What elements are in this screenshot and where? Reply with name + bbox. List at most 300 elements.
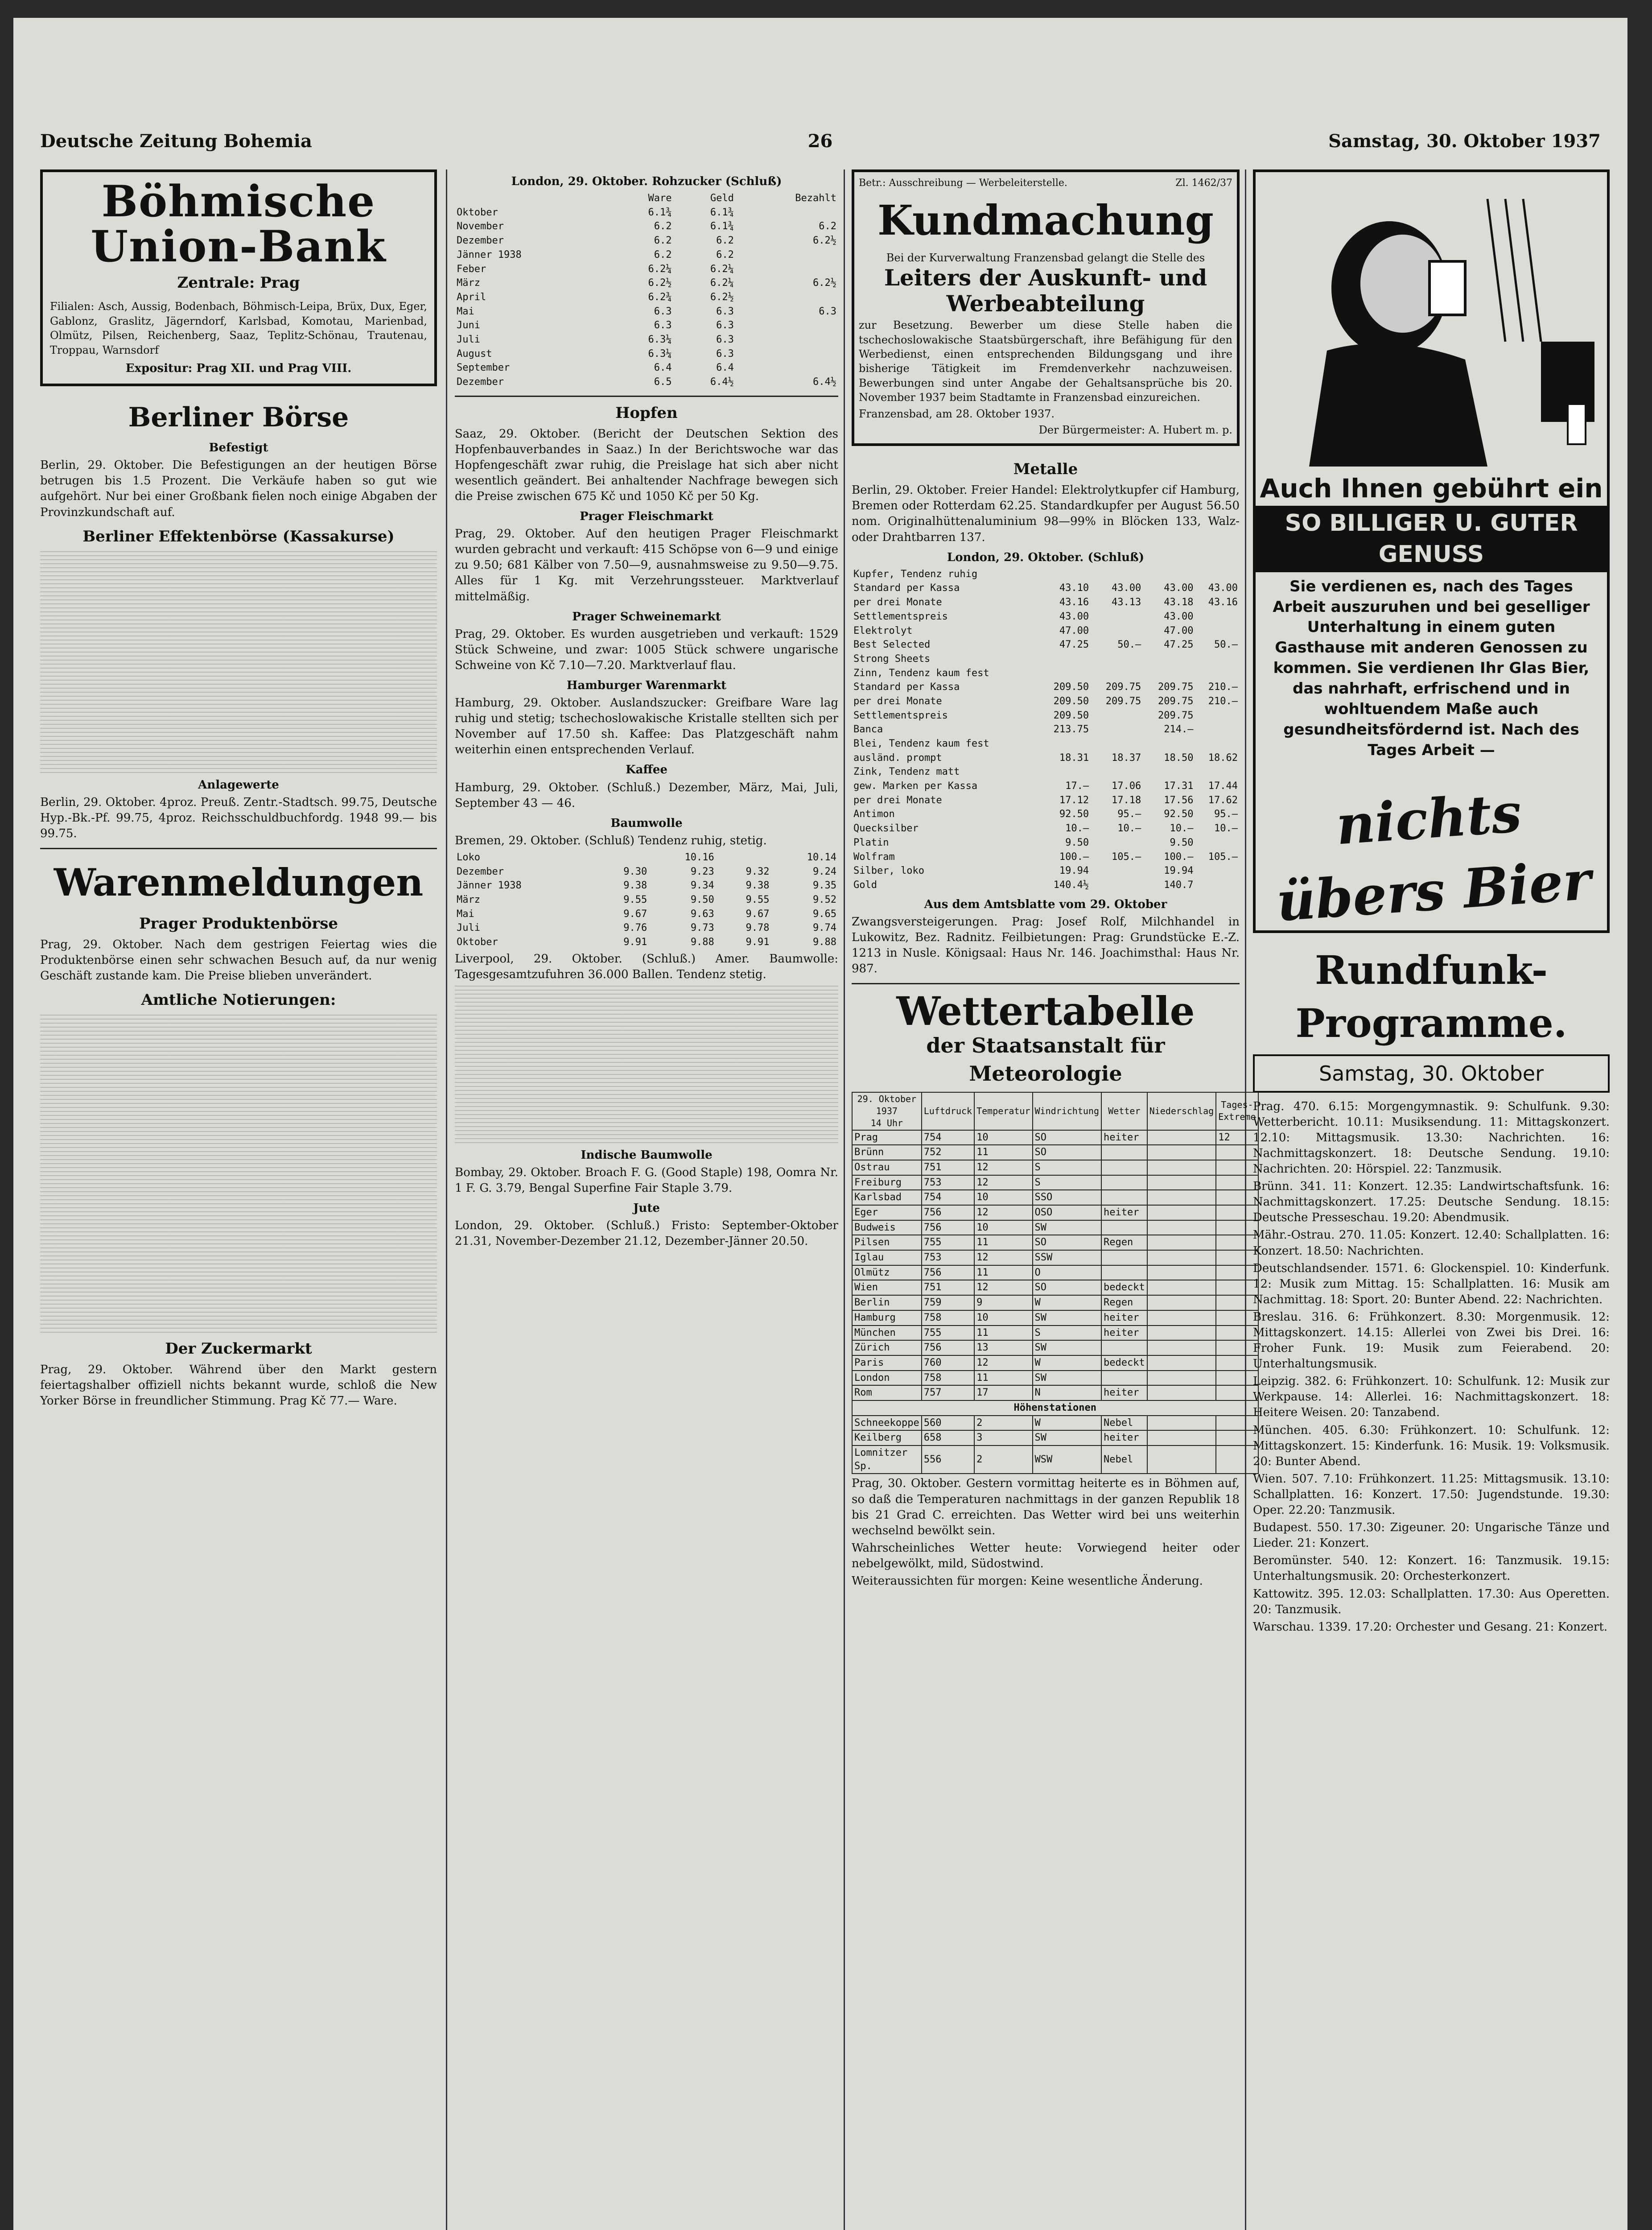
table-cell — [1091, 737, 1143, 751]
table-cell: 209.75 — [1158, 681, 1194, 693]
table-cell: 658 — [922, 1430, 974, 1445]
table-cell — [1216, 1145, 1258, 1160]
kund-title: Kundmachung — [877, 196, 1214, 244]
table-row — [852, 1160, 1258, 1175]
effekten-table-placeholder — [40, 550, 437, 773]
table-row — [852, 624, 1240, 638]
table-cell — [1195, 836, 1240, 850]
programme-entry: Prag. 470. 6.15: Morgengymnastik. 9: Schulfunk. 9.30: Wetterbericht. 10.11: Musiksendung. 11: Mittagskonzert. 12.10: Mittagsmusik. 13.30: Nachrichten. 16: Nachmittagskonzert. 18: Deutsche Sendung. 19.10: Nachrichten. 20: Hörspiel. 22: Tanzmusik. — [1253, 1099, 1610, 1176]
table-cell: Juni — [457, 320, 480, 331]
table-cell: 556 — [922, 1445, 974, 1474]
table-cell: 6.3¼ — [648, 334, 672, 345]
table-cell — [1216, 1190, 1258, 1205]
table-row — [455, 290, 838, 305]
table-cell: 43.00 — [1059, 611, 1089, 622]
table-cell: 43.00 — [1208, 582, 1238, 594]
table-cell — [1147, 1280, 1216, 1295]
table-header: Bezahlt — [795, 193, 836, 204]
table-row — [455, 375, 838, 389]
drinking-man-illustration — [1256, 172, 1607, 467]
produkten-title: Prager Produktenbörse — [139, 915, 338, 933]
table-cell: ausländ. prompt — [853, 752, 942, 764]
table-cell — [1195, 723, 1240, 737]
table-row — [852, 680, 1240, 694]
weather-col: Temperatur — [974, 1092, 1032, 1130]
table-row — [852, 723, 1240, 737]
table-cell: 9.78 — [746, 922, 770, 934]
table-row — [852, 1265, 1258, 1280]
schwein-text: Prag, 29. Oktober. Es wurden ausgetrieben und verkauft: 1529 Stück Schweine, und zwar: 1005 Stück schwere ungarische Schweine von Kč 7.10—7.20. Marktverlauf flau. — [455, 627, 838, 672]
table-cell: heiter — [1101, 1326, 1147, 1341]
amtliche-title: Amtliche Notierungen: — [141, 991, 336, 1009]
table-cell: N — [1033, 1385, 1102, 1400]
table-row — [852, 709, 1240, 723]
table-cell — [1195, 709, 1240, 723]
table-cell: Keilberg — [852, 1430, 922, 1445]
table-cell: 2 — [974, 1416, 1032, 1431]
table-cell: W — [1033, 1416, 1102, 1431]
table-cell: heiter — [1101, 1310, 1147, 1326]
table-cell: Regen — [1101, 1295, 1147, 1310]
table-cell: Paris — [852, 1355, 922, 1371]
table-cell: Freiburg — [852, 1175, 922, 1190]
table-cell: 13 — [974, 1340, 1032, 1355]
table-cell: Zink, Tendenz matt — [853, 766, 960, 778]
table-cell: 6.2¼ — [710, 263, 734, 275]
table-cell: SSW — [1033, 1250, 1102, 1265]
table-cell: 11 — [974, 1326, 1032, 1341]
table-cell: 12 — [974, 1280, 1032, 1295]
table-cell: 756 — [922, 1265, 974, 1280]
table-row — [852, 850, 1240, 864]
amtsblatt-text: Zwangsversteigerungen. Prag: Josef Rolf, Milchhandel in Lukowitz, Bez. Radnitz. Feilbietungen: Prag: Grundstücke E.-Z. 1213 in Nusle. Königsaal: Haus Nr. 146. Joachimsthal: Haus Nr. 987. — [852, 915, 1240, 975]
table-cell: April — [457, 291, 486, 303]
table-cell: 10.14 — [807, 851, 836, 863]
table-cell: 209.50 — [1053, 695, 1089, 707]
table-cell: bedeckt — [1101, 1355, 1147, 1371]
table-cell: 209.75 — [1105, 681, 1141, 693]
kund-text: zur Besetzung. Bewerber um diese Stelle haben die tschechoslowakische Staatsbürgerschaft, ihre Befähigung für den Werbedienst, einen entsprechenden Bildungsgang und ihre bisherige Tätigkeit im Fremdenverkehr nachzuweisen. Bewerbungen sind unter Angabe der Gehaltsansprüche bis 20. November 1937 beim Stadtamte in Franzensbad einzureichen. — [859, 319, 1232, 404]
table-cell — [736, 262, 838, 277]
amtsblatt-title: Aus dem Amtsblatte vom 29. Oktober — [924, 897, 1167, 911]
jute-title: Jute — [633, 1202, 660, 1215]
table-cell: 3 — [974, 1430, 1032, 1445]
table-row — [852, 1295, 1258, 1310]
table-cell: 6.4 — [716, 362, 734, 374]
table-cell: Karlsbad — [852, 1190, 922, 1205]
table-cell — [1147, 1130, 1216, 1145]
table-cell: 95.— — [1117, 809, 1141, 820]
table-cell — [736, 347, 838, 361]
table-row — [852, 793, 1240, 808]
table-cell — [1195, 610, 1240, 624]
table-cell: 9.63 — [690, 908, 714, 920]
table-cell — [1038, 652, 1091, 666]
table-cell: 9.76 — [623, 922, 647, 934]
table-cell — [1147, 1340, 1216, 1355]
table-cell: per drei Monate — [853, 794, 942, 806]
table-cell: 47.25 — [1059, 639, 1089, 651]
column-4 — [1253, 169, 1610, 2230]
table-cell: SSO — [1033, 1190, 1102, 1205]
table-cell: Best Selected — [853, 639, 931, 651]
indische-title: Indische Baumwolle — [581, 1148, 713, 1162]
table-cell: 9.38 — [623, 880, 647, 892]
wetter-subtitle: der Staatsanstalt für Meteorologie — [926, 1033, 1165, 1086]
table-row — [852, 878, 1240, 892]
table-cell: Dezember — [457, 235, 504, 247]
table-cell: 755 — [922, 1326, 974, 1341]
aussicht-text: Weiteraussichten für morgen: Keine wesentliche Änderung. — [852, 1574, 1203, 1588]
table-cell: 11 — [974, 1371, 1032, 1386]
table-cell: 754 — [922, 1130, 974, 1145]
table-cell: 6.3 — [654, 306, 672, 317]
table-cell: 12 — [974, 1250, 1032, 1265]
baumwolle-title: Baumwolle — [610, 816, 683, 830]
london-sugar-head: London, 29. Oktober. Rohzucker (Schluß) — [511, 175, 782, 188]
table-row — [852, 1416, 1258, 1431]
weather-col: Wetter — [1101, 1092, 1147, 1130]
table-cell — [1216, 1295, 1258, 1310]
kund-sign2: Der Bürgermeister: A. Hubert m. p. — [1038, 424, 1232, 436]
table-row — [455, 305, 838, 319]
table-cell: SO — [1033, 1145, 1102, 1160]
table-cell: 43.00 — [1164, 611, 1194, 622]
table-cell: SW — [1033, 1220, 1102, 1235]
table-row — [852, 1430, 1258, 1445]
table-cell: 6.1¾ — [648, 206, 672, 218]
table-cell — [1216, 1371, 1258, 1386]
table-cell: 751 — [922, 1280, 974, 1295]
weather-col: Windrichtung — [1033, 1092, 1102, 1130]
anlage-text: Berlin, 29. Oktober. 4proz. Preuß. Zentr.-Stadtsch. 99.75, Deutsche Hyp.-Bk.-Pf. 99.75, 4proz. Reichsschuldbuchfordg. 1948 99.— bis 99.75. — [40, 795, 437, 840]
issue-date: Samstag, 30. Oktober 1937 — [1328, 131, 1601, 152]
table-cell — [1216, 1235, 1258, 1250]
table-row — [455, 333, 838, 347]
table-cell: München — [852, 1326, 922, 1341]
bank-title: Böhmische Union-Bank — [91, 176, 387, 272]
programme-entry: München. 405. 6.30: Frühkonzert. 10: Schulfunk. 12: Mittagskonzert. 15: Kinderfunk. 16: Musik. 19: Volksmusik. 20: Bunter Abend. — [1253, 1423, 1610, 1468]
table-cell — [1101, 1175, 1147, 1190]
table-cell — [1143, 567, 1195, 582]
newspaper-page — [13, 18, 1627, 2230]
table-cell — [1195, 878, 1240, 892]
table-cell: 17.06 — [1112, 780, 1141, 792]
table-row — [852, 1205, 1258, 1220]
table-row — [455, 935, 838, 950]
table-cell: SW — [1033, 1310, 1102, 1326]
table-row — [455, 219, 838, 234]
kaffee-title: Kaffee — [626, 763, 667, 777]
table-cell: 43.10 — [1059, 582, 1089, 594]
table-cell: 752 — [922, 1145, 974, 1160]
table-cell — [1147, 1250, 1216, 1265]
produkten-table-placeholder — [40, 1013, 437, 1333]
table-cell: 17.44 — [1208, 780, 1238, 792]
table-cell — [1038, 567, 1091, 582]
table-cell: 12 — [1216, 1130, 1258, 1145]
table-cell: 10.— — [1065, 823, 1089, 834]
notice-ref: Zl. 1462/37 — [1175, 178, 1232, 189]
table-row — [852, 737, 1240, 751]
kaffee-text: Hamburg, 29. Oktober. (Schluß.) Dezember, März, Mai, Juli, September 43 — 46. — [455, 780, 838, 810]
table-cell: Prag — [852, 1130, 922, 1145]
table-cell: 214.— — [1164, 724, 1194, 735]
table-cell — [1216, 1326, 1258, 1341]
table-cell: Strong Sheets — [853, 653, 931, 665]
table-cell — [1147, 1355, 1216, 1371]
table-cell: Wien — [852, 1280, 922, 1295]
table-cell — [1091, 723, 1143, 737]
column-1 — [40, 169, 437, 2230]
table-cell: 10.— — [1117, 823, 1141, 834]
table-cell: heiter — [1101, 1385, 1147, 1400]
table-cell: 43.16 — [1059, 597, 1089, 608]
table-cell: 756 — [922, 1220, 974, 1235]
table-cell: 2 — [974, 1445, 1032, 1474]
weather-col: Tages-Extreme — [1216, 1092, 1258, 1130]
table-cell — [736, 290, 838, 305]
table-cell: Oktober — [457, 206, 498, 218]
table-cell: SO — [1033, 1280, 1102, 1295]
table-cell — [1147, 1145, 1216, 1160]
table-cell: Hamburg — [852, 1310, 922, 1326]
table-cell — [1101, 1250, 1147, 1265]
hamburg-title: Hamburger Warenmarkt — [566, 679, 727, 693]
table-cell: Elektrolyt — [853, 625, 913, 636]
table-cell — [1101, 1371, 1147, 1386]
table-cell — [716, 851, 771, 865]
table-cell — [1195, 652, 1240, 666]
table-cell: 756 — [922, 1340, 974, 1355]
table-cell: Olmütz — [852, 1265, 922, 1280]
table-cell: 209.50 — [1053, 681, 1089, 693]
table-row — [852, 1190, 1258, 1205]
table-cell: Schneekoppe — [852, 1416, 922, 1431]
table-cell: März — [457, 894, 480, 906]
kundmachung-notice — [852, 169, 1240, 446]
table-cell: 9.91 — [746, 937, 770, 948]
table-cell — [1147, 1160, 1216, 1175]
table-cell: heiter — [1101, 1130, 1147, 1145]
table-cell: 17.12 — [1059, 794, 1089, 806]
fleisch-text: Prag, 29. Oktober. Auf den heutigen Prager Fleischmarkt wurden gebracht und verkauft: 415 Schöpse von 6—9 und einige zu 9.50; 681 Kälber von 7.50—9, ausnahmsweise zu 9.50—9.75. Alles für 1 Kg. mit Verzehrungssteuer. Marktverlauf mittelmäßig. — [455, 527, 838, 603]
table-cell: 758 — [922, 1371, 974, 1386]
programme-entry: Kattowitz. 395. 12.03: Schallplatten. 17.30: Aus Operetten. 20: Tanzmusik. — [1253, 1587, 1610, 1616]
table-cell: Berlin — [852, 1295, 922, 1310]
hopfen-text: Saaz, 29. Oktober. (Bericht der Deutschen Sektion des Hopfenbauverbandes in Saaz.) In der Berichtswoche war das Hopfengeschäft zwar ruhig, die Preislage hat sich aber nicht wesentlich geändert. Bei anhaltender Nachfrage bewegen sich die Preise zwischen 675 Kč und 1050 Kč per 50 Kg. — [455, 427, 838, 503]
london-metal-table — [852, 567, 1240, 892]
table-cell: SW — [1033, 1430, 1102, 1445]
table-cell: 9.32 — [746, 866, 770, 877]
table-cell — [1216, 1385, 1258, 1400]
hopfen-title: Hopfen — [615, 404, 678, 422]
table-row — [852, 765, 1240, 779]
liverpool-text: Liverpool, 29. Oktober. (Schluß.) Amer. Baumwolle: Tagesgesamtzufuhren 36.000 Ballen. Tendenz stetig. — [455, 952, 838, 981]
table-cell: per drei Monate — [853, 597, 942, 608]
london-metal-head: London, 29. Oktober. (Schluß) — [947, 550, 1145, 564]
table-row — [852, 666, 1240, 681]
table-row — [852, 694, 1240, 709]
table-cell: Pilsen — [852, 1235, 922, 1250]
table-row — [455, 907, 838, 921]
table-cell: 100.— — [1164, 851, 1194, 863]
table-cell: 12 — [974, 1205, 1032, 1220]
table-cell: 10.16 — [684, 851, 714, 863]
table-cell: 18.37 — [1112, 752, 1141, 764]
table-cell: S — [1033, 1326, 1102, 1341]
table-cell: 17.62 — [1208, 794, 1238, 806]
table-row — [455, 206, 838, 220]
table-cell: 18.62 — [1208, 752, 1238, 764]
table-cell — [1216, 1340, 1258, 1355]
table-cell — [1147, 1295, 1216, 1310]
table-cell — [1091, 610, 1143, 624]
table-cell: Gold — [853, 879, 877, 891]
fleisch-title: Prager Fleischmarkt — [580, 510, 713, 524]
table-cell: 6.3 — [654, 320, 672, 331]
table-cell: 759 — [922, 1295, 974, 1310]
table-cell: Oktober — [457, 937, 498, 948]
table-cell: Banca — [853, 724, 883, 735]
programme-entry: Brünn. 341. 11: Konzert. 12.35: Landwirtschaftsfunk. 16: Nachmittagskonzert. 17.25: Deutsche Sendung. 18.15: Deutsche Presseschau. 19.20: Abendmusik. — [1253, 1180, 1610, 1225]
table-cell — [1216, 1416, 1258, 1431]
table-cell: 6.3 — [716, 320, 734, 331]
baumwolle-table — [455, 851, 838, 950]
programme-date: Samstag, 30. Oktober — [1253, 1054, 1610, 1093]
table-cell — [1101, 1160, 1147, 1175]
table-cell: 17.— — [1065, 780, 1089, 792]
table-cell — [1216, 1265, 1258, 1280]
table-cell — [1147, 1371, 1216, 1386]
table-row — [852, 567, 1240, 582]
table-cell: 9.50 — [690, 894, 714, 906]
table-cell: SW — [1033, 1371, 1102, 1386]
weather-date: 29. Oktober 1937 — [857, 1093, 917, 1116]
table-cell: 6.2½ — [648, 277, 672, 289]
table-cell: 209.75 — [1105, 695, 1141, 707]
table-cell: Dezember — [457, 866, 504, 877]
table-cell — [1147, 1235, 1216, 1250]
ad-slogan: nichts übers Bier — [1274, 781, 1593, 933]
table-cell — [736, 318, 838, 333]
table-cell: Iglau — [852, 1250, 922, 1265]
berlin-text: Berlin, 29. Oktober. Die Befestigungen an der heutigen Börse betrugen bis 1.5 Prozent. Die Verkäufe haben so gut wie aufgehört. Nur bei einer Großbank fielen noch einige Abgaben der Provinzkundschaft auf. — [40, 458, 437, 519]
table-cell: Mai — [457, 306, 474, 317]
table-row — [852, 1340, 1258, 1355]
table-cell: 140.7 — [1164, 879, 1194, 891]
column-rule — [446, 169, 447, 2230]
table-cell: Budweis — [852, 1220, 922, 1235]
anlage-title: Anlagewerte — [198, 778, 279, 792]
table-cell: Zürich — [852, 1340, 922, 1355]
table-cell: 18.31 — [1059, 752, 1089, 764]
table-cell — [1195, 737, 1240, 751]
table-cell: 100.— — [1059, 851, 1089, 863]
table-cell: 758 — [922, 1310, 974, 1326]
table-cell — [1147, 1310, 1216, 1326]
table-cell: 209.50 — [1053, 710, 1089, 721]
table-cell: O — [1033, 1265, 1102, 1280]
ad-body: Sie verdienen es, nach des Tages Arbeit auszuruhen und bei geselliger Unterhaltung in einem guten Gasthause mit anderen Genossen zu kommen. Sie verdienen Ihr Glas Bier, das nahrhaft, erfrischend und in wohltuendem Maße auch gesundheitsfördernd ist. Nach des Tages Arbeit — — [1273, 577, 1590, 759]
weather-col: Luftdruck — [922, 1092, 974, 1130]
table-cell — [1038, 666, 1091, 681]
table-cell — [1091, 864, 1143, 878]
table-cell: Loko — [457, 851, 480, 863]
table-cell: 210.— — [1208, 695, 1238, 707]
table-cell: 9.24 — [813, 866, 836, 877]
table-cell — [1101, 1340, 1147, 1355]
table-cell — [1195, 864, 1240, 878]
programme-entry: Breslau. 316. 6: Frühkonzert. 8.30: Morgenmusik. 12: Mittagskonzert. 14.15: Allerlei von Zwei bis Drei. 16: Froher Funk. 19: Musik zum Feierabend. 20: Unterhaltungsmusik. — [1253, 1310, 1610, 1371]
table-cell: 140.4½ — [1053, 879, 1089, 891]
table-cell: 43.18 — [1164, 597, 1194, 608]
table-cell: 19.94 — [1164, 865, 1194, 877]
table-row — [852, 779, 1240, 793]
table-cell: bedeckt — [1101, 1280, 1147, 1295]
table-cell — [1147, 1385, 1216, 1400]
berlin-title: Berliner Börse — [128, 402, 349, 434]
table-cell: 10 — [974, 1310, 1032, 1326]
table-cell: 12 — [974, 1160, 1032, 1175]
metalle-text: Berlin, 29. Oktober. Freier Handel: Elektrolytkupfer cif Hamburg, Bremen oder Rotterdam 62.25. Standardkupfer per August 56.50 nom. Originalhüttenaluminium 98—99% in Blöcken 133, Walz- oder Drahtbarren 137. — [852, 483, 1240, 544]
table-row — [852, 1445, 1258, 1474]
table-cell: Nebel — [1101, 1416, 1147, 1431]
table-cell — [1216, 1310, 1258, 1326]
table-cell — [1147, 1445, 1216, 1474]
table-cell: 92.50 — [1059, 809, 1089, 820]
table-row — [455, 248, 838, 262]
table-cell: 11 — [974, 1235, 1032, 1250]
table-cell: Wolfram — [853, 851, 895, 863]
table-cell: 9.55 — [746, 894, 770, 906]
london-sugar-table — [455, 191, 838, 389]
weather-table — [852, 1092, 1259, 1474]
table-cell: WSW — [1033, 1445, 1102, 1474]
table-cell: 6.2½ — [710, 291, 734, 303]
table-cell: SO — [1033, 1235, 1102, 1250]
table-cell — [1091, 567, 1143, 582]
page-header — [40, 120, 1601, 152]
table-cell: SO — [1033, 1130, 1102, 1145]
table-cell: Standard per Kassa — [853, 681, 960, 693]
table-cell — [1147, 1416, 1216, 1431]
bank-branches: Filialen: Asch, Aussig, Bodenbach, Böhmisch-Leipa, Brüx, Dux, Eger, Gablonz, Graslitz, Jägerndorf, Karlsbad, Komotau, Marienbad, Olmütz, Pilsen, Reichenberg, Saaz, Teplitz-Schönau, Trautenau, Troppau, Warnsdorf — [50, 300, 427, 356]
table-cell — [1147, 1265, 1216, 1280]
table-cell: Settlementspreis — [853, 611, 948, 622]
table-cell — [1216, 1280, 1258, 1295]
table-header: Ware — [648, 193, 672, 204]
ad-line2: SO BILLIGER U. GUTER GENUSS — [1256, 506, 1607, 572]
wetter-title: Wettertabelle — [896, 988, 1195, 1035]
table-cell: 95.— — [1214, 809, 1238, 820]
zucker-title: Der Zuckermarkt — [165, 1340, 312, 1358]
table-row — [852, 807, 1240, 822]
table-row — [852, 864, 1240, 878]
table-cell: 9.34 — [690, 880, 714, 892]
table-cell: 6.2 — [716, 249, 734, 260]
table-cell: 754 — [922, 1190, 974, 1205]
table-cell — [1195, 624, 1240, 638]
table-cell: 6.4½ — [813, 376, 836, 388]
programme-entry: Beromünster. 540. 12: Konzert. 16: Tanzmusik. 19.15: Unterhaltungsmusik. 20: Orchesterkonzert. — [1253, 1554, 1610, 1583]
table-cell: 756 — [922, 1205, 974, 1220]
notice-head: Betr.: Ausschreibung — Werbeleiterstelle. — [859, 178, 1067, 189]
table-cell: 6.2½ — [813, 235, 836, 247]
effekten-title: Berliner Effektenbörse (Kassakurse) — [82, 527, 395, 545]
table-cell: 10.— — [1170, 823, 1194, 834]
table-cell: 10 — [974, 1130, 1032, 1145]
